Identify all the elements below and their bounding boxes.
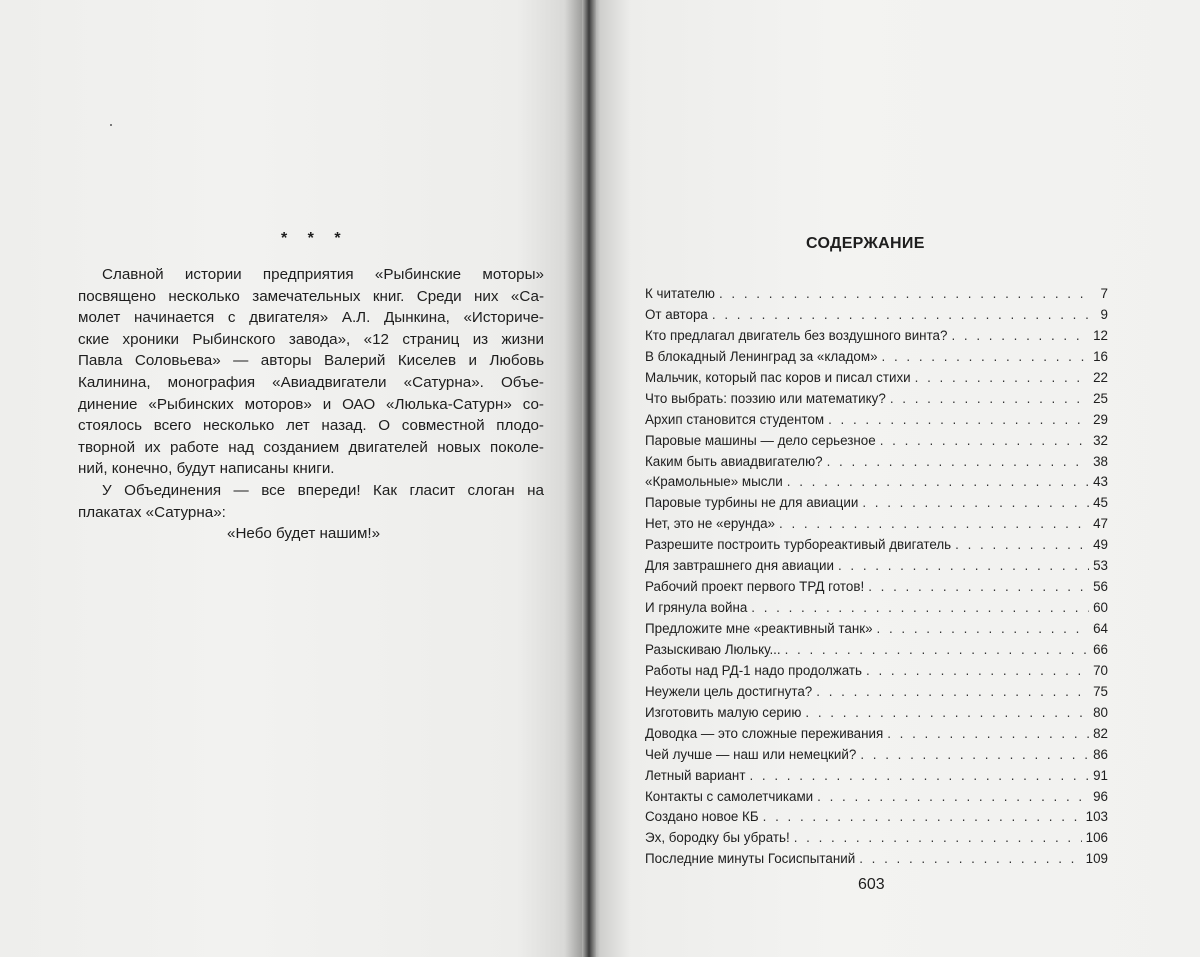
toc-entry (645, 349, 1108, 370)
toc-entry-title: Паровые турбины не для авиации (645, 495, 859, 511)
page-number: 603 (858, 876, 885, 893)
paragraph-1-line: Славной истории предприятия «Рыбинские моторы» (102, 266, 544, 283)
toc-entry-title: Архип становится студентом (645, 411, 825, 427)
toc-entry-page: 29 (1093, 411, 1108, 427)
toc-leader-dots (785, 642, 1089, 657)
toc-leader-dots (763, 809, 1082, 824)
toc-entry-title: К читателю (645, 286, 715, 301)
toc-entry (645, 684, 1108, 705)
toc-entry (645, 412, 1108, 433)
toc-entry-page: 16 (1093, 348, 1108, 364)
toc-entry-title: Что выбрать: поэзию или математику? (645, 390, 886, 406)
toc-entry-title: Разрешите построить турбореактивый двигатель (645, 537, 952, 553)
toc-entry (645, 328, 1108, 349)
toc-leader-dots (951, 328, 1089, 343)
paragraph-1-line: стоялось всего несколько лет назад. О совместной плодо- (78, 417, 544, 435)
toc-entry (645, 851, 1108, 872)
toc-entry-page: 66 (1093, 641, 1108, 657)
toc-entry (645, 474, 1108, 495)
toc-entry (645, 642, 1108, 663)
toc-entry (645, 516, 1108, 537)
paragraph-2-line: плакатах «Сатурна»: (78, 503, 226, 521)
toc-entry (645, 537, 1108, 558)
toc-entry (645, 747, 1108, 768)
toc-entry-title: Последние минуты Госиспытаний (645, 851, 856, 867)
toc-entry-title: Рабочий проект первого ТРД готов! (645, 579, 865, 595)
toc-entry-title: Разыскиваю Люльку... (645, 641, 781, 657)
toc-leader-dots (805, 705, 1089, 720)
toc-entry-title: Паровые машины — дело серьезное (645, 432, 876, 448)
toc-entry-page: 43 (1093, 474, 1108, 490)
toc-leader-dots (712, 307, 1090, 322)
toc-entry (645, 391, 1108, 412)
toc-leader-dots (882, 349, 1090, 364)
toc-entry-title: Неужели цель достигнута? (645, 683, 813, 699)
toc-entry (645, 726, 1108, 747)
toc-entry-page: 103 (1085, 809, 1108, 825)
paragraph-1-line: ские хроники Рыбинского завода», «12 страниц из жизни (78, 330, 544, 348)
toc-entry-title: Эх, бородку бы убрать! (645, 830, 790, 846)
toc-leader-dots (877, 621, 1090, 636)
toc-leader-dots (915, 370, 1089, 385)
toc-leader-dots (827, 454, 1090, 469)
toc-entry-title: В блокадный Ленинград за «кладом» (645, 348, 878, 364)
toc-entry-page: 12 (1093, 327, 1108, 343)
toc-entry-title: Чей лучше — наш или немецкий? (645, 746, 857, 762)
toc-entry-title: Мальчик, который пас коров и писал стихи (645, 369, 911, 385)
toc-leader-dots (794, 830, 1082, 845)
motto: «Небо будет нашим!» (227, 525, 381, 543)
toc-leader-dots (890, 391, 1089, 406)
toc-leader-dots (862, 495, 1089, 510)
toc-entry-title: Каким быть авиадвигателю? (645, 453, 823, 469)
toc-title: СОДЕРЖАНИЕ (806, 235, 925, 252)
toc-leader-dots (838, 558, 1089, 573)
toc-entry (645, 830, 1108, 851)
toc-leader-dots (868, 579, 1089, 594)
toc-leader-dots (749, 768, 1089, 783)
toc-entry-page: 56 (1093, 579, 1108, 595)
left-body-text (78, 264, 544, 545)
toc-entry (645, 433, 1108, 454)
toc-leader-dots (859, 851, 1081, 866)
toc-entry (645, 370, 1108, 391)
book-spine (582, 0, 596, 957)
toc-entry-page: 32 (1093, 432, 1108, 448)
toc-entry (645, 768, 1108, 789)
toc-leader-dots (719, 286, 1090, 301)
toc-entry-page: 45 (1093, 495, 1108, 511)
toc-entry (645, 663, 1108, 684)
paragraph-1-line: Калинина, монография «Авиадвигатели «Сатурна». Объе- (78, 373, 544, 391)
toc-entry (645, 789, 1108, 810)
toc-entry-title: «Крамольные» мысли (645, 474, 783, 490)
toc-leader-dots (816, 684, 1089, 699)
toc-entry-page: 82 (1093, 725, 1108, 741)
toc-entry-page: 64 (1093, 621, 1108, 636)
toc-entry (645, 286, 1108, 307)
toc-entry-page: 106 (1085, 830, 1108, 846)
toc-entry-title: Нет, это не «ерунда» (645, 516, 776, 532)
toc-leader-dots (787, 474, 1089, 489)
toc-entry (645, 621, 1108, 642)
toc-leader-dots (817, 789, 1089, 804)
toc-leader-dots (887, 726, 1089, 741)
toc-entry-title: Изготовить малую серию (645, 704, 802, 720)
paragraph-2-line: У Объединения — все впереди! Как гласит слоган на (102, 481, 544, 499)
toc-entry-page: 53 (1093, 558, 1108, 574)
paragraph-1-line: ний, конечно, будут написаны книги. (78, 460, 335, 478)
toc-entry-page: 96 (1093, 788, 1108, 804)
section-separator: * * * (281, 230, 349, 247)
toc-entry (645, 558, 1108, 579)
toc-entry-title: Контакты с самолетчиками (645, 788, 814, 804)
toc-entry-page: 70 (1093, 662, 1108, 678)
toc-entry-page: 49 (1093, 537, 1108, 553)
toc-entry-page: 47 (1093, 516, 1108, 532)
toc-entry (645, 809, 1108, 830)
toc-entry-page: 25 (1093, 390, 1108, 406)
toc-leader-dots (955, 537, 1089, 552)
toc-entry (645, 495, 1108, 516)
toc-entry (645, 600, 1108, 621)
paragraph-1-line: посвящено несколько замечательных книг. Среди них «Са- (78, 287, 544, 305)
toc-entry-title: Кто предлагал двигатель без воздушного винта? (645, 327, 948, 343)
toc-entry-page: 22 (1093, 369, 1108, 385)
toc-leader-dots (751, 600, 1089, 615)
toc-entry-page: 38 (1093, 453, 1108, 469)
toc-entry (645, 705, 1108, 726)
toc-entry-page: 109 (1085, 851, 1108, 867)
toc-entry-page: 80 (1093, 704, 1108, 720)
toc-entry-title: Доводка — это сложные переживания (645, 725, 884, 741)
table-of-contents (645, 286, 1108, 872)
toc-leader-dots (828, 412, 1089, 427)
toc-entry (645, 579, 1108, 600)
toc-leader-dots (880, 433, 1089, 448)
toc-entry-page: 86 (1093, 746, 1108, 762)
toc-entry-title: От автора (645, 306, 708, 322)
paragraph-1-line: динение «Рыбинских моторов» и ОАО «Люлька-Сатурн» со- (78, 395, 544, 413)
toc-entry-page: 60 (1093, 600, 1108, 616)
toc-entry-page: 75 (1093, 683, 1108, 699)
toc-entry-page: 9 (1100, 306, 1108, 322)
toc-entry-page: 91 (1093, 767, 1108, 783)
paragraph-1-line: молет начинается с двигателя» А.Л. Дынкина, «Историче- (78, 309, 544, 327)
left-page (0, 0, 588, 957)
toc-entry-title: Летный вариант (645, 767, 746, 783)
toc-leader-dots (866, 663, 1089, 678)
toc-leader-dots (860, 747, 1089, 762)
toc-entry-title: Для завтрашнего дня авиации (645, 558, 834, 574)
toc-entry (645, 307, 1108, 328)
toc-leader-dots (779, 516, 1089, 531)
toc-entry-title: Работы над РД-1 надо продолжать (645, 662, 863, 678)
toc-entry-title: Предложите мне «реактивный танк» (645, 621, 873, 636)
paragraph-1-line: Павла Соловьева» — авторы Валерий Киселев и Любовь (78, 352, 544, 370)
toc-entry-title: И грянула война (645, 600, 748, 616)
toc-entry-page: 7 (1100, 286, 1108, 301)
paragraph-1-line: творной их работе над созданием двигателей новых поколе- (78, 438, 544, 456)
toc-entry (645, 454, 1108, 475)
toc-entry-title: Создано новое КБ (645, 809, 759, 825)
ink-speck (110, 124, 112, 126)
